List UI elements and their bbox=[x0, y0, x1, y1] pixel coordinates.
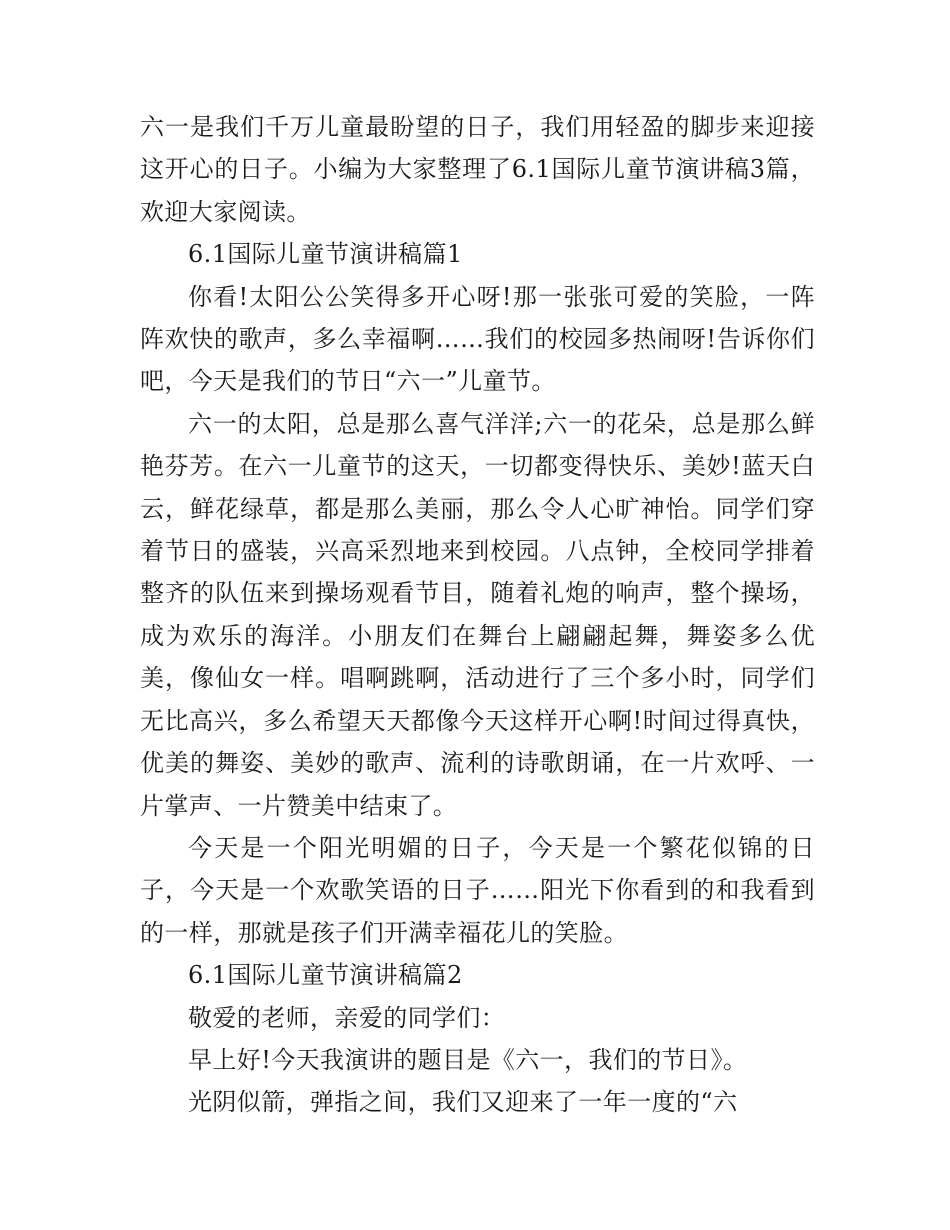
body-paragraph: 六一的太阳，总是那么喜气洋洋;六一的花朵，总是那么鲜艳芬芳。在六一儿童节的这天，一切都变得快乐、美妙!蓝天白云，鲜花绿草，都是那么美丽，那么令人心旷神怡。同学们穿着节日的盛装，兴高采烈地来到校园。八点钟，全校同学排着整齐的队伍来到操场观看节目，随着礼炮的响声，整个操场，成为欢乐的海洋。小朋友们在舞台上翩翩起舞，舞姿多么优美，像仙女一样。唱啊跳啊，活动进行了三个多小时，同学们无比高兴，多么希望天天都像今天这样开心啊!时间过得真快，优美的舞姿、美妙的歌声、流利的诗歌朗诵，在一片欢呼、一片掌声、一片赞美中结束了。 bbox=[140, 409, 815, 820]
document-body bbox=[140, 106, 815, 1124]
section-heading-2: 6.1国际儿童节演讲稿篇2 bbox=[188, 961, 463, 990]
body-paragraph: 早上好!今天我演讲的题目是《六一，我们的节日》。 bbox=[188, 1045, 748, 1074]
body-paragraph: 今天是一个阳光明媚的日子，今天是一个繁花似锦的日子，今天是一个欢歌笑语的日子……阳光下你看到的和我看到的一样，那就是孩子们开满幸福花儿的笑脸。 bbox=[140, 833, 815, 947]
intro-paragraph: 六一是我们千万儿童最盼望的日子，我们用轻盈的脚步来迎接这开心的日子。小编为大家整理了6.1国际儿童节演讲稿3篇，欢迎大家阅读。 bbox=[140, 113, 815, 226]
body-paragraph: 光阴似箭，弹指之间，我们又迎来了一年一度的“六 bbox=[188, 1088, 738, 1117]
section-heading-1: 6.1国际儿童节演讲稿篇1 bbox=[188, 240, 463, 269]
body-paragraph: 你看!太阳公公笑得多开心呀!那一张张可爱的笑脸，一阵阵欢快的歌声，多么幸福啊……我们的校园多热闹呀!告诉你们吧，今天是我们的节日“六一”儿童节。 bbox=[140, 282, 815, 396]
salutation-paragraph: 敬爱的老师，亲爱的同学们： bbox=[188, 1003, 506, 1032]
